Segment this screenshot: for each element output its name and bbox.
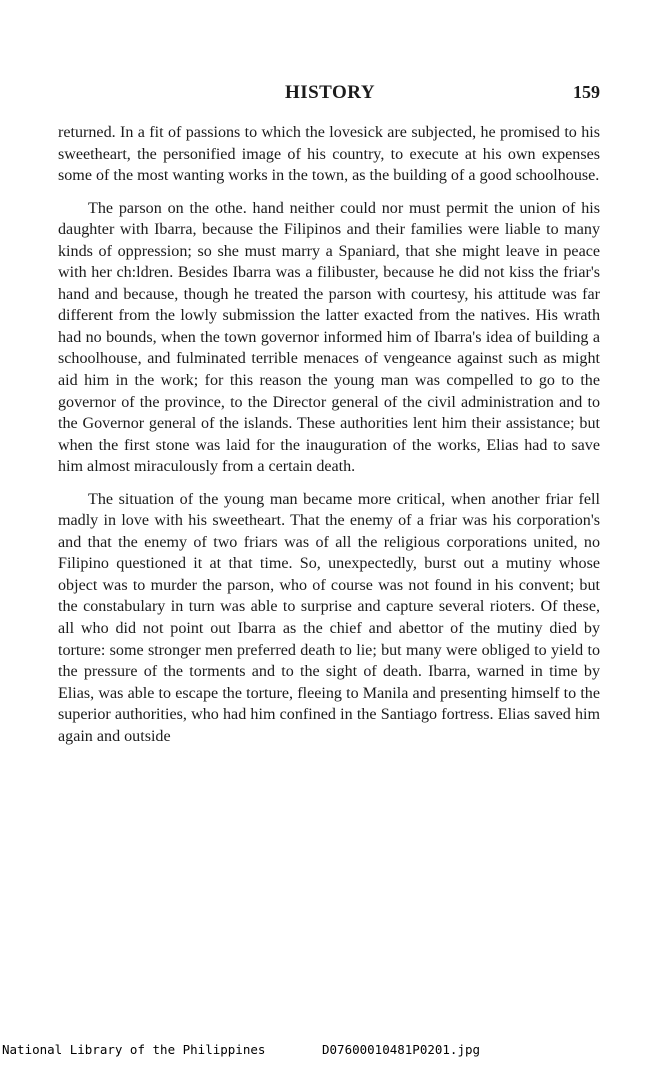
paragraph-2: The parson on the othe. hand neither could nor must permit the union of his daughter with Ibarra, because the Filipinos and their families were liable to many kinds of oppression; so she must marry a Spaniard, that she might leave in peace with her ch:ldren. Besides Ibarra was a filibuster, because he did not kiss the friar's hand and because, though he treated the parson with courtesy, his attitude was far different from the lowly submission the latter exacted from the natives. His wrath had no bounds, when the town governor informed him of Ibarra's idea of building a schoolhouse, and fulminated terrible menaces of vengeance against such as might aid him in the work; for this reason the young man was compelled to go to the governor of the province, to the Director general of the civil administration and to the Governor general of the islands. These authorities lent him their assistance; but when the first stone was laid for the inauguration of the works, Elias had to save him almost miraculously from a certain death. — [58, 199, 600, 476]
page-number: 159 — [573, 82, 600, 102]
page-header — [60, 82, 600, 110]
body-text — [58, 122, 600, 758]
footer-institution: National Library of the Philippines — [2, 1042, 266, 1057]
paragraph-3: The situation of the young man became more critical, when another friar fell madly in love with his sweetheart. That the enemy of a friar was his corporation's and that the enemy of two friars was of all the religious corporations united, no Filipino questioned it at that time. So, unexpectedly, burst out a mutiny whose object was to murder the parson, who of course was not found in his convent; but the constabulary in turn was able to surprise and capture several rioters. Of these, all who did not point out Ibarra as the chief and abettor of the mutiny died by torture: some stronger men preferred death to lie; but many were obliged to yield to the pressure of the torments and to the sight of death. Ibarra, warned in time by Elias, was able to escape the torture, fleeing to Manila and presenting himself to the superior authorities, who had him confined in the Santiago fortress. Elias saved him again and outside — [58, 490, 600, 745]
running-head: HISTORY — [284, 82, 376, 103]
footer-file-id: D07600010481P0201.jpg — [322, 1042, 481, 1057]
paragraph-1: returned. In a fit of passions to which the lovesick are subjected, he promised to his sweetheart, the personified image of his country, to execute at his own expenses some of the most wanting works in the town, as the building of a good schoolhouse. — [58, 124, 600, 185]
scan-footer — [0, 1042, 666, 1058]
